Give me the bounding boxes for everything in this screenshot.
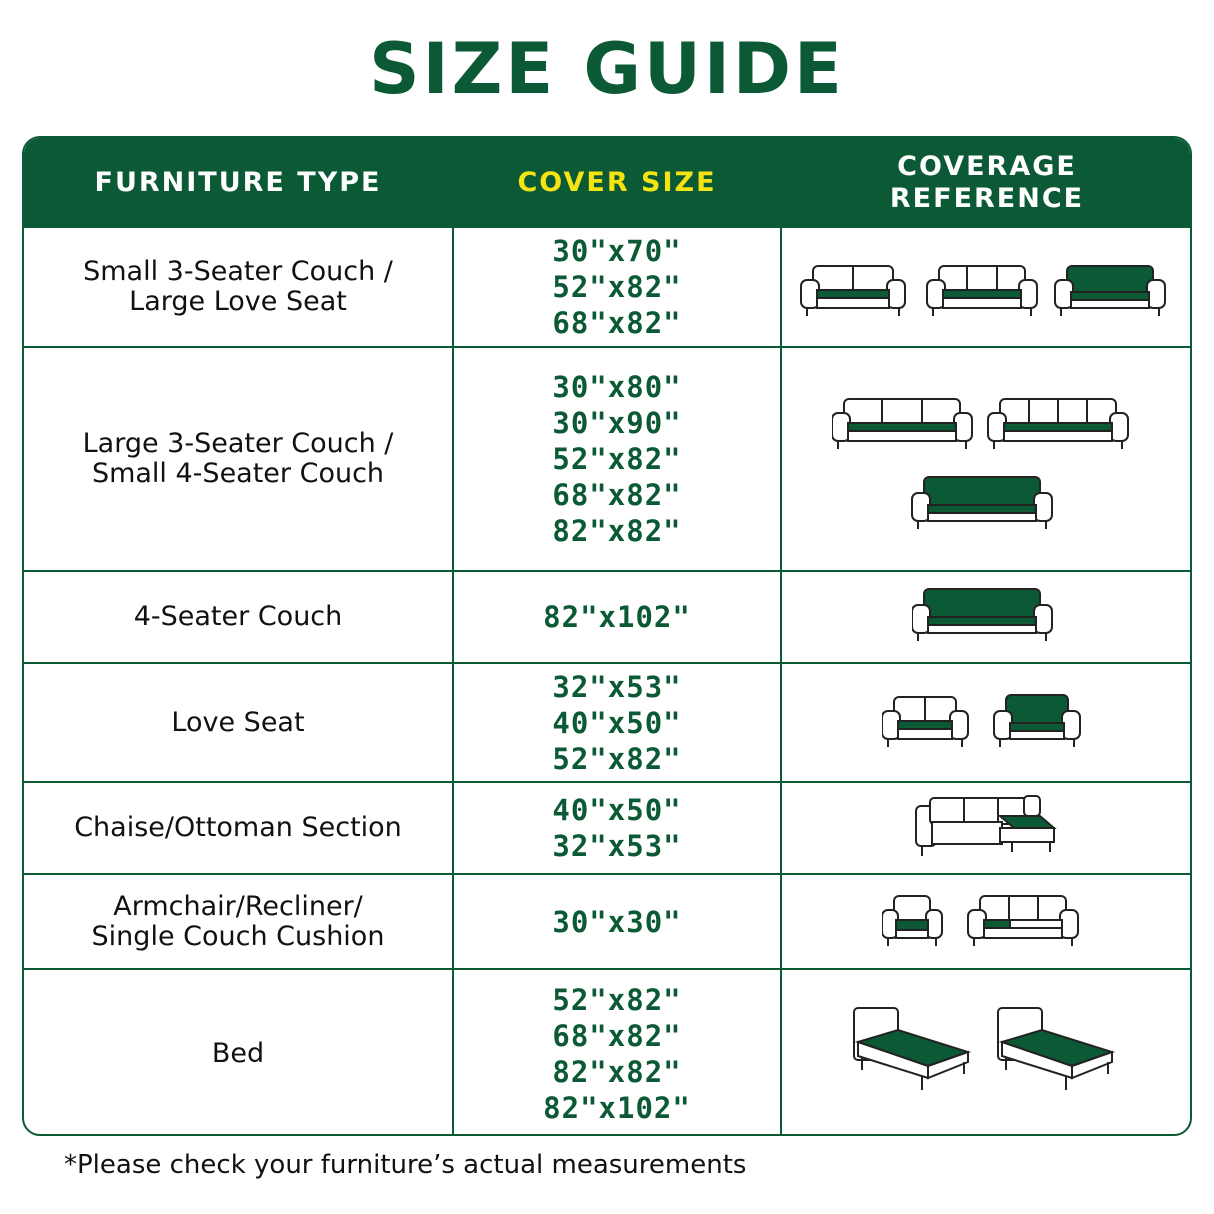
sofa-seat-cover-icon (988, 399, 1128, 449)
loveseat-coverage-icons (882, 691, 1092, 755)
header-coverage-reference (782, 138, 1192, 228)
cover-size-cell (454, 228, 780, 346)
sofa-seat-cover-icon (801, 266, 905, 316)
armchair-coverage-icons (882, 890, 1092, 954)
table-row (24, 228, 1190, 348)
coverage-reference-cell (782, 664, 1192, 781)
coverage-reference-cell (782, 783, 1192, 873)
table-header (24, 138, 1190, 228)
sofa-full-cover-icon (1055, 266, 1165, 316)
cover-size-value: 32"x53" (552, 669, 682, 704)
cover-size-value: 68"x82" (552, 306, 682, 340)
cover-size-value: 52"x82" (552, 270, 682, 304)
header-coverage-line2: REFERENCE (889, 183, 1085, 214)
cover-size-cell (454, 572, 780, 662)
coverage-reference-cell (782, 228, 1192, 346)
cover-size-value: 30"x30" (552, 904, 682, 939)
furniture-type-cell (24, 348, 452, 570)
bed-cover-icon (854, 1008, 968, 1090)
header-coverage-line1: COVERAGE (897, 151, 1077, 182)
loveseat-seat-cover-icon (882, 697, 968, 747)
furniture-type-cell (24, 572, 452, 662)
table-row (24, 875, 1190, 970)
cover-size-value: 52"x82" (552, 442, 682, 476)
furniture-type-line2: Small 4-Seater Couch (91, 458, 385, 489)
header-furniture-type: FURNITURE TYPE (94, 167, 382, 198)
bed-cover-icon (998, 1008, 1112, 1090)
furniture-type-line1: Love Seat (171, 706, 305, 738)
sofa-single-cushion-cover-icon (968, 896, 1078, 946)
table-row (24, 348, 1190, 572)
coverage-reference-cell (782, 875, 1192, 968)
table-row (24, 572, 1190, 664)
loveseat-full-cover-icon (994, 695, 1080, 747)
coverage-reference-cell (782, 970, 1192, 1136)
cover-size-cell (454, 875, 780, 968)
table-row (24, 783, 1190, 875)
furniture-type-line1: Chaise/Ottoman Section (74, 812, 402, 843)
bed-coverage-icons (852, 1004, 1122, 1104)
table-row (24, 664, 1190, 783)
furniture-type-line2: Large Love Seat (129, 286, 347, 317)
furniture-type-cell (24, 970, 452, 1136)
furniture-type-line1: 4-Seater Couch (133, 601, 343, 632)
cover-size-value: 52"x82" (552, 983, 682, 1017)
sofa-coverage-icons (832, 369, 1142, 549)
cover-size-value: 82"x102" (543, 1091, 691, 1125)
cover-size-value: 40"x50" (552, 793, 682, 827)
cover-size-cell (454, 348, 780, 570)
cover-size-value: 68"x82" (552, 478, 682, 512)
cover-size-value: 40"x50" (552, 705, 682, 740)
cover-size-value: 68"x82" (552, 1019, 682, 1053)
furniture-type-line1: Bed (211, 1038, 265, 1069)
sofa-seat-cover-icon (927, 266, 1037, 316)
furniture-type-cell (24, 875, 452, 968)
footnote: *Please check your furniture’s actual measurements (64, 1150, 747, 1180)
furniture-type-line1: Small 3-Seater Couch / (83, 256, 393, 287)
cover-size-cell (454, 970, 780, 1136)
header-cover-size: COVER SIZE (517, 167, 717, 198)
furniture-type-cell (24, 228, 452, 346)
sofa-coverage-icons (797, 252, 1177, 322)
size-guide-table (22, 136, 1192, 1136)
cover-size-value: 82"x102" (543, 600, 691, 634)
furniture-type-cell (24, 783, 452, 873)
cover-size-value: 82"x82" (552, 1055, 682, 1089)
furniture-type-cell (24, 664, 452, 781)
sofa-full-cover-icon (912, 477, 1052, 529)
cover-size-value: 30"x80" (552, 370, 682, 404)
cover-size-value: 82"x82" (552, 514, 682, 548)
cover-size-value: 30"x70" (552, 234, 682, 268)
armchair-seat-cover-icon (882, 896, 942, 946)
furniture-type-line2: Single Couch Cushion (91, 920, 385, 952)
cover-size-cell (454, 783, 780, 873)
sofa-seat-cover-icon (832, 399, 972, 449)
coverage-reference-cell (782, 348, 1192, 570)
cover-size-cell (454, 664, 780, 781)
cover-size-value: 52"x82" (552, 741, 682, 776)
coverage-reference-cell (782, 572, 1192, 662)
cover-size-value: 30"x90" (552, 406, 682, 440)
furniture-type-line1: Armchair/Recliner/ (113, 890, 363, 922)
table-row (24, 970, 1190, 1136)
sofa-full-cover-icon (912, 585, 1062, 649)
chaise-sectional-cover-icon (912, 792, 1062, 864)
furniture-type-line1: Large 3-Seater Couch / (82, 428, 394, 459)
cover-size-value: 32"x53" (552, 829, 682, 863)
page-title: SIZE GUIDE (369, 28, 845, 110)
